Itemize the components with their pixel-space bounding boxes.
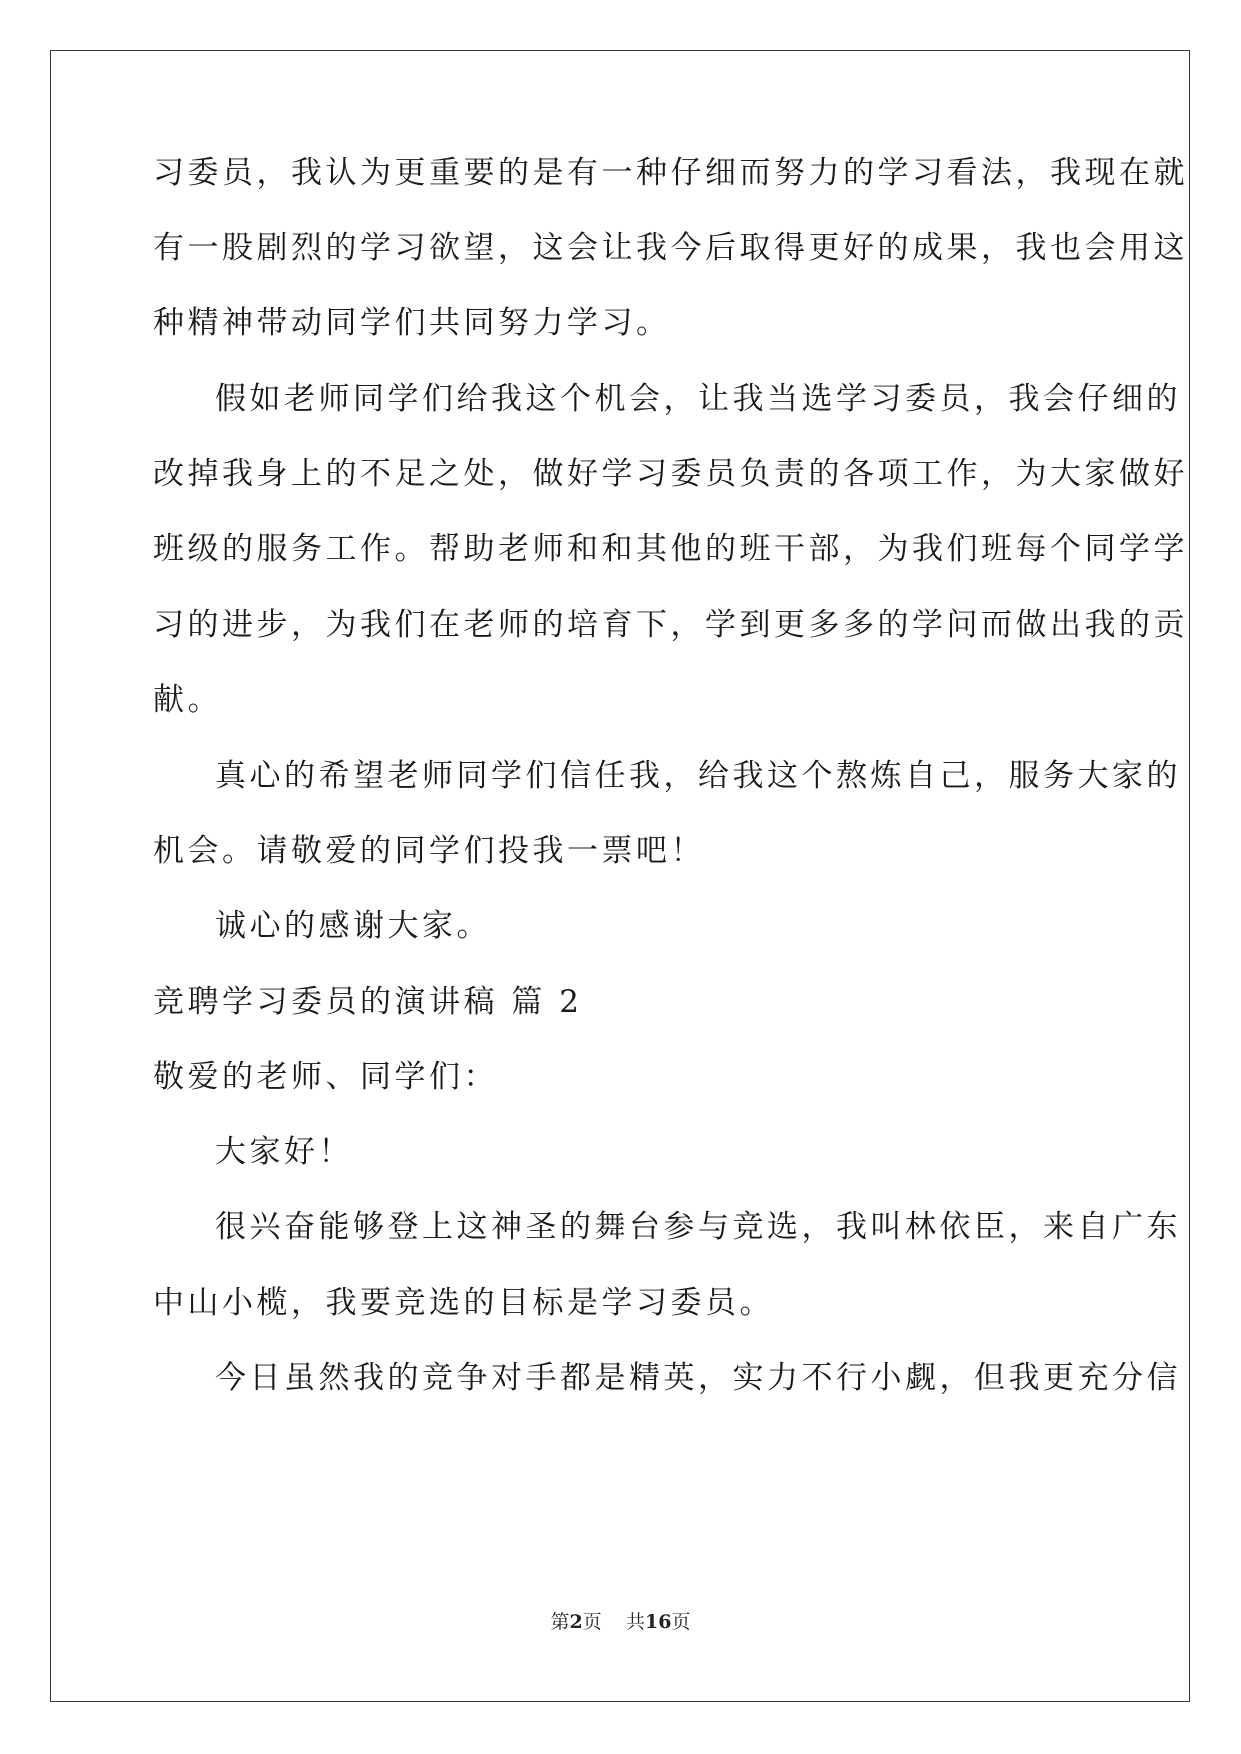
body-line-2: 有一股剧烈的学习欲望，这会让我今后取得更好的成果，我也会用这 [153, 230, 1188, 266]
body-line-1: 习委员，我认为更重要的是有一种仔细而努力的学习看法，我现在就 [153, 155, 1188, 191]
body-line-11: 诚心的感谢大家。 [215, 908, 491, 944]
footer-page-number: 2 [569, 1611, 583, 1633]
body-line-7: 习的进步，为我们在老师的培育下，学到更多多的学问而做出我的贡 [153, 607, 1188, 643]
footer-total-prefix: 共 [625, 1611, 645, 1633]
body-line-6: 班级的服务工作。帮助老师和和其他的班干部，为我们班每个同学学 [153, 531, 1188, 567]
body-line-16: 中山小榄，我要竞选的目标是学习委员。 [153, 1285, 774, 1321]
body-line-3: 种精神带动同学们共同努力学习。 [153, 305, 671, 341]
body-line-4: 假如老师同学们给我这个机会，让我当选学习委员，我会仔细的 [215, 381, 1181, 417]
body-line-9: 真心的希望老师同学们信任我，给我这个熬炼自己，服务大家的 [215, 758, 1181, 794]
page-number-footer [0, 1610, 1241, 1634]
page-border [50, 50, 1190, 1702]
body-line-17: 今日虽然我的竞争对手都是精英，实力不行小觑，但我更充分信 [215, 1360, 1181, 1396]
footer-total-pages: 16 [644, 1611, 672, 1633]
body-line-10: 机会。请敬爱的同学们投我一票吧！ [153, 833, 705, 869]
body-line-15: 很兴奋能够登上这神圣的舞台参与竞选，我叫林依臣，来自广东 [215, 1209, 1181, 1245]
section-heading: 竞聘学习委员的演讲稿 篇 2 [153, 984, 583, 1020]
body-line-5: 改掉我身上的不足之处，做好学习委员负责的各项工作，为大家做好 [153, 456, 1188, 492]
greeting: 大家好！ [215, 1134, 353, 1170]
body-line-8: 献。 [153, 682, 222, 718]
salutation: 敬爱的老师、同学们： [153, 1059, 498, 1095]
footer-page-suffix: 页 [582, 1611, 602, 1633]
footer-total-suffix: 页 [671, 1611, 691, 1633]
footer-prefix: 第 [550, 1611, 570, 1633]
